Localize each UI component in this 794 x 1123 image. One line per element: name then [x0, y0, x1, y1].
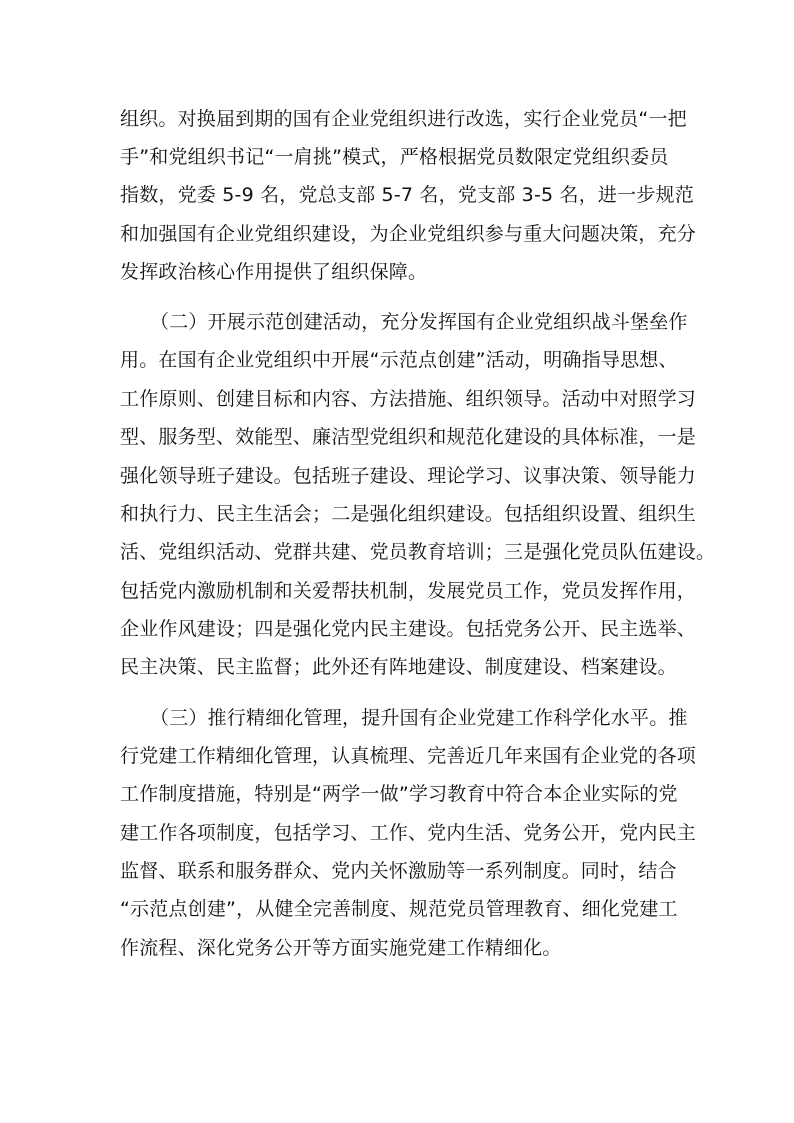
paragraph-line: 和加强国有企业党组织建设，为企业党组织参与重大问题决策，充分: [120, 223, 697, 245]
paragraph-line: 用。在国有企业党组织中开展“示范点创建”活动，明确指导思想、: [120, 349, 678, 371]
paragraph-line: 企业作风建设；四是强化党内民主建设。包括党务公开、民主选举、: [120, 618, 697, 640]
paragraph-line: 发挥政治核心作用提供了组织保障。: [120, 261, 428, 283]
paragraph-line: 作流程、深化党务公开等方面实施党建工作精细化。: [120, 937, 562, 959]
paragraph-line: 建工作各项制度，包括学习、工作、党内生活、党务公开，党内民主: [120, 822, 697, 844]
paragraph-line: 监督、联系和服务群众、党内关怀激励等一系列制度。同时，结合: [120, 860, 677, 882]
paragraph-line: 活、党组织活动、党群共建、党员教育培训；三是强化党员队伍建设。: [120, 541, 716, 563]
paragraph-line: 型、服务型、效能型、廉洁型党组织和规范化建设的具体标准，一是: [120, 426, 697, 448]
section-heading-line: （二）开展示范创建活动，充分发挥国有企业党组织战斗堡垒作: [150, 311, 688, 333]
section-heading-line: （三）推行精细化管理，提升国有企业党建工作科学化水平。推: [150, 707, 688, 729]
paragraph-line: 和执行力、民主生活会；二是强化组织建设。包括组织设置、组织生: [120, 503, 697, 525]
paragraph-line: “示范点创建”，从健全完善制度、规范党员管理教育、细化党建工: [120, 898, 678, 920]
paragraph-line: 民主决策、民主监督；此外还有阵地建设、制度建设、档案建设。: [120, 656, 677, 678]
paragraph-line: 工作原则、创建目标和内容、方法措施、组织领导。活动中对照学习: [120, 388, 697, 410]
paragraph-line: 工作制度措施，特别是“两学一做”学习教育中符合本企业实际的党: [120, 783, 678, 805]
paragraph-line: 行党建工作精细化管理，认真梳理、完善近几年来国有企业党的各项: [120, 745, 697, 767]
paragraph-line: 强化领导班子建设。包括班子建设、理论学习、议事决策、领导能力: [120, 465, 697, 487]
paragraph-line: 手”和党组织书记“一肩挑”模式，严格根据党员数限定党组织委员: [120, 146, 669, 168]
paragraph-line: 指数，党委 5-9 名，党总支部 5-7 名，党支部 3-5 名，进一步规范: [120, 184, 694, 206]
paragraph-line: 包括党内激励机制和关爱帮扶机制，发展党员工作，党员发挥作用，: [120, 580, 697, 602]
paragraph-line: 组织。对换届到期的国有企业党组织进行改选，实行企业党员“一把: [120, 108, 687, 130]
